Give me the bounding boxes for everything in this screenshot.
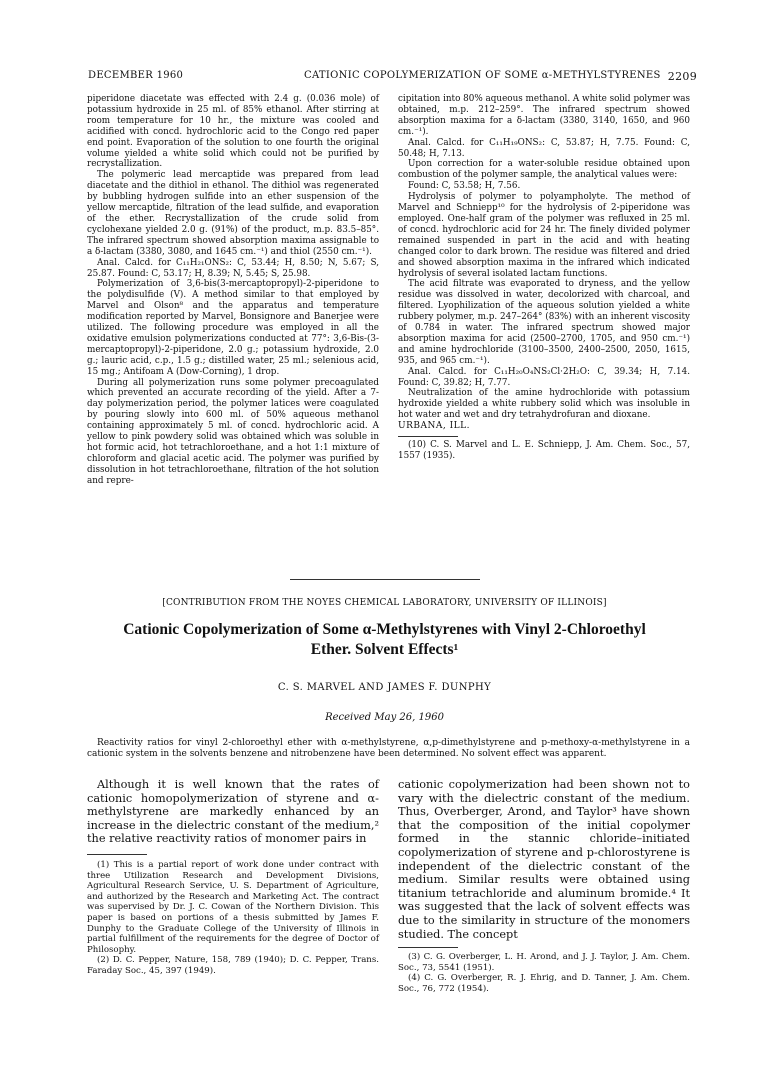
received-date: Received May 26, 1960 xyxy=(325,712,444,723)
paragraph: cipitation into 80% aqueous methanol. A white solid polymer was obtained, m.p. 212–259°. The infrared spectrum showed absorption maxima for a δ-lactam (3380, 3140, 1650, and 960 cm.⁻¹). xyxy=(398,94,691,137)
section-divider xyxy=(290,579,480,580)
author-line: C. S. MARVEL AND JAMES F. DUNPHY xyxy=(277,682,492,693)
footnote: (4) C. G. Overberger, R. J. Ehrig, and D. Tanner, J. Am. Chem. Soc., 76, 772 (1954). xyxy=(398,973,690,994)
analysis-paragraph: Anal. Calcd. for C₁₁H₂₀O₄NS₂Cl·2H₂O: C, 39.34; H, 7.14. Found: C, 39.82; H, 7.77. xyxy=(398,366,690,388)
footnote: (1) This is a partial report of work done under contract with three Utilization Research and Development Divisions, Agricultural Research Service, U. S. Department of Agriculture, and authorized by the Research and Marketing Act. The contract was supervised by Dr. J. C. Cowan of the Northern Division. This paper is based on portions of a thesis submitted by James F. Dunphy to the Graduate College of the University of Illinois in partial fulfillment of the requirements for the degree of Doctor of Philosophy. xyxy=(87,859,379,955)
paragraph: Polymerization of 3,6-bis(3-mercaptopropyl)-2-piperidone to the polydisulfide (V). A method similar to that employed by Marvel and Olson⁸ and the apparatus and temperature modification reported by Marvel, Bonsignore and Banerjee were utilized. The following procedure was employed in all the oxidative emulsion polymerizations conducted at 77°: 3,6-Bis-(3-mercaptopropyl)-2-piperidone, 2.0 g.; potassium hydroxide, 2.0 g.; lauric acid, c.p., 1.5 g.; distilled water, 25 ml.; selenious acid, 15 mg.; Antifoam A (Dow-Corning), 1 drop. xyxy=(87,279,379,377)
body-paragraph: Although it is well known that the rates of cationic homopolymerization of styrene and α-methylstyrene are markedly enhanced by an increase in the dielectric constant of the medium,² the relative reactivity ratios of monomer pairs in xyxy=(87,778,379,846)
body-left-column xyxy=(87,778,379,977)
paragraph: Found: C, 53.58; H, 7.56. xyxy=(408,181,521,192)
footnote-divider xyxy=(398,436,458,437)
location-line: URBANA, ILL. xyxy=(398,421,470,432)
running-header xyxy=(72,70,697,84)
top-right-column xyxy=(398,94,690,462)
footnote-divider xyxy=(87,854,147,855)
title-line-2: Ether. Solvent Effects¹ xyxy=(310,641,459,658)
contribution-line: [CONTRIBUTION FROM THE NOYES CHEMICAL LABORATORY, UNIVERSITY OF ILLINOIS] xyxy=(162,598,607,608)
footnote: (3) C. G. Overberger, L. H. Arond, and J. J. Taylor, J. Am. Chem. Soc., 73, 5541 (1951). xyxy=(398,952,690,973)
analysis-paragraph: Anal. Calcd. for C₁₁H₁₉ONS₂: C, 53.87; H, 7.75. Found: C, 50.48; H, 7.13. xyxy=(398,137,690,159)
body-paragraph: cationic copolymerization had been shown not to vary with the dielectric constant of the medium. Thus, Overberger, Arond, and Taylor³ have shown that the composition of the initial copolymer formed in the stannic chloride–initiated copolymerization of styrene and p-chlorostyrene is independent of the dielectric constant of the medium. Similar results were obtained using titanium tetrachloride and aluminum bromide.⁴ It was suggested that the lack of solvent effects was due to the similarity in structure of the monomers studied. The concept xyxy=(398,778,690,941)
top-left-column xyxy=(87,94,379,487)
footnotes xyxy=(87,860,379,977)
footnotes xyxy=(398,952,690,994)
paragraph: During all polymerization runs some polymer precoagulated which prevented an accurate recording of the yield. After a 7-day polymerization period, the polymer latices were coagulated by pouring slowly into 600 ml. of 50% aqueous methanol containing approximately 5 ml. of concd. hydrochloric acid. A yellow to pink powdery solid was obtained which was soluble in hot formic acid, hot tetrachloroethane, and a hot 1:1 mixture of chloroform and glacial acetic acid. The polymer was purified by dissolution in hot tetrachloroethane, filtration of the hot solution and repre- xyxy=(87,377,379,486)
page-number: 2209 xyxy=(667,70,697,83)
footnote-divider xyxy=(398,947,458,948)
analysis-paragraph: Anal. Calcd. for C₁₁H₂₁ONS₂: C, 53.44; H, 8.50; N, 5.67; S, 25.87. Found: C, 53.17; H, 8.39; N, 5.45; S, 25.98. xyxy=(87,257,379,279)
paragraph: Hydrolysis of polymer to polyampholyte. The method of Marvel and Schniepp¹⁰ for the hydrolysis of 2-piperidone was employed. One-half gram of the polymer was refluxed in 25 ml. of concd. hydrochloric acid for 24 hr. The finely divided polymer remained suspended in part in the acid and with heating changed color to dark brown. The residue was filtered and dried and showed absorption maxima in the infrared which indicated hydrolysis of several isolated lactam functions. xyxy=(398,192,690,279)
article-title xyxy=(72,620,697,660)
header-date: DECEMBER 1960 xyxy=(88,70,184,81)
header-running-title: CATIONIC COPOLYMERIZATION OF SOME α-METHYLSTYRENES xyxy=(304,70,661,81)
paragraph: Upon correction for a water-soluble residue obtained upon combustion of the polymer sample, the analytical values were: xyxy=(398,159,690,181)
paragraph: Neutralization of the amine hydrochloride with potassium hydroxide yielded a white rubbery solid which was insoluble in hot water and wet and dry tetrahydrofuran and dioxane. xyxy=(398,388,690,421)
body-right-column xyxy=(398,778,690,995)
paragraph: piperidone diacetate was effected with 2.4 g. (0.036 mole) of potassium hydroxide in 25 ml. of 85% ethanol. After stirring at room temperature for 10 hr., the mixture was cooled and acidified with concd. hydrochloric acid to the Congo red paper end point. Evaporation of the solution to one fourth the original volume yielded a white solid which could not be purified by recrystallization. xyxy=(87,94,379,170)
abstract: Reactivity ratios for vinyl 2-chloroethyl ether with α-methylstyrene, α,p-dimethylstyrene and p-methoxy-α-methylstyrene in a cationic system in the solvents benzene and nitrobenzene have been determined. No solvent effect was apparent. xyxy=(87,738,690,759)
paragraph: The acid filtrate was evaporated to dryness, and the yellow residue was dissolved in water, decolorized with charcoal, and filtered. Lyophilization of the aqueous solution yielded a white rubbery polymer, m.p. 247–264° (83%) with an inherent viscosity of 0.784 in water. The infrared spectrum showed major absorption maxima for acid (2500–2700, 1705, and 950 cm.⁻¹) and amine hydrochloride (3100–3500, 2400–2500, 2050, 1615, 935, and 965 cm.⁻¹). xyxy=(398,279,690,366)
footnote-ref-10: (10) C. S. Marvel and L. E. Schniepp, J. Am. Chem. Soc., 57, 1557 (1935). xyxy=(398,440,690,461)
paragraph: The polymeric lead mercaptide was prepared from lead diacetate and the dithiol in ethanol. The dithiol was regenerated by bubbling hydrogen sulfide into an ether suspension of the yellow mercaptide, filtration of the lead sulfide, and evaporation of the ether. Recrystallization of the crude solid from cyclohexane yielded 2.0 g. (91%) of the product, m.p. 83.5–85°. The infrared spectrum showed absorption maxima assignable to a δ-lactam (3380, 3080, and 1645 cm.⁻¹) and thiol (2550 cm.⁻¹). xyxy=(87,170,379,257)
footnote: (2) D. C. Pepper, Nature, 158, 789 (1940); D. C. Pepper, Trans. Faraday Soc., 45, 397 (1949). xyxy=(87,955,379,976)
title-line-1: Cationic Copolymerization of Some α-Methylstyrenes with Vinyl 2-Chloroethyl xyxy=(123,621,646,638)
